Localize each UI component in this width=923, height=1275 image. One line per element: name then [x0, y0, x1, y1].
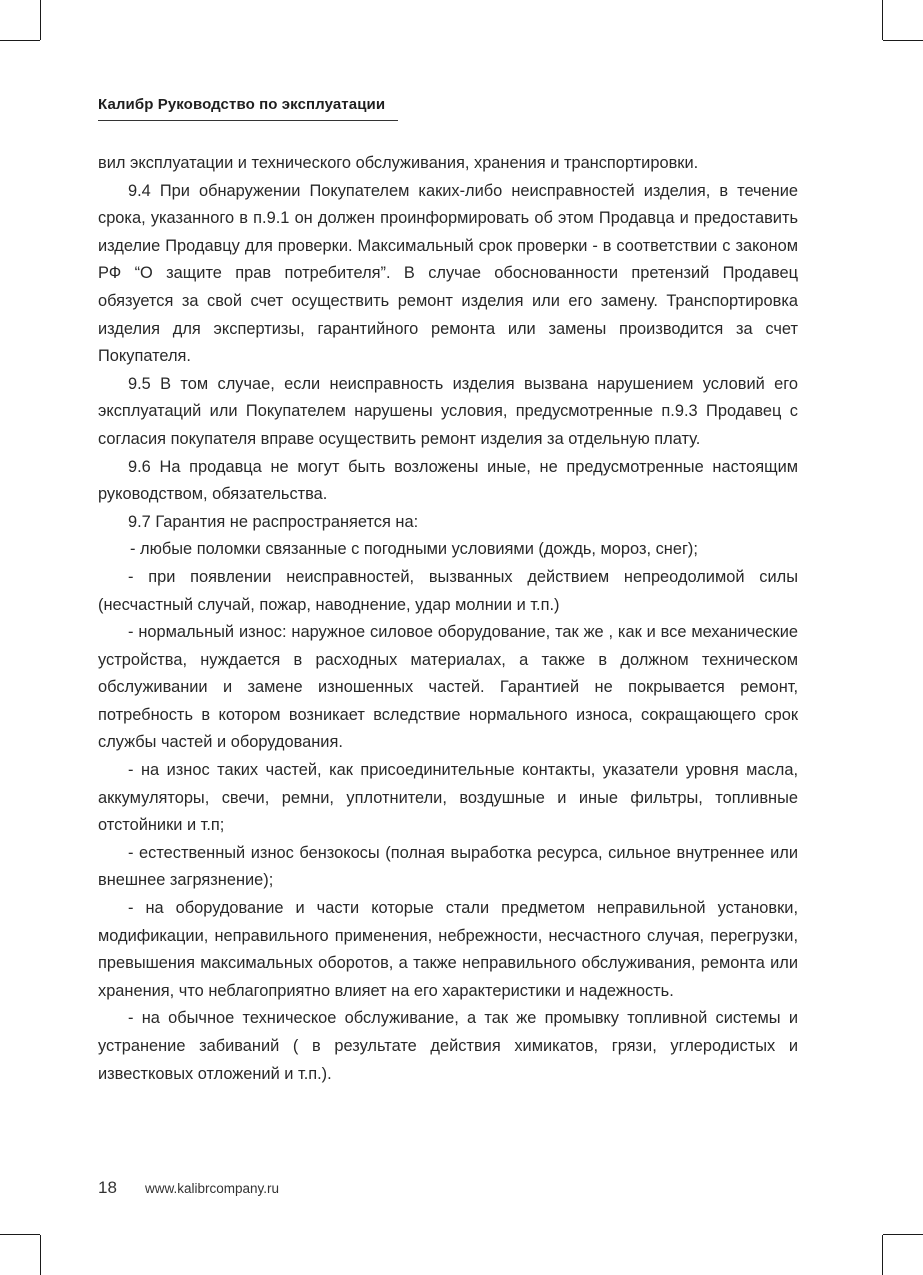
crop-mark-top-left-vertical	[40, 0, 41, 40]
crop-mark-bottom-left-vertical	[40, 1235, 41, 1275]
crop-mark-bottom-left-horizontal	[0, 1234, 40, 1235]
crop-mark-top-right-horizontal	[883, 40, 923, 41]
running-header: Калибр Руководство по эксплуатации	[98, 96, 398, 121]
list-item-force-majeure: - при появлении неисправностей, вызванных действием непреодолимой силы (несчастный случай, пожар, наводнение, удар молнии и т.п.)	[98, 567, 798, 614]
crop-mark-top-right-vertical	[882, 0, 883, 40]
paragraph-9-7: 9.7 Гарантия не распространяется на:	[128, 512, 419, 531]
list-item-improper-use: - на оборудование и части которые стали предметом неправильной установки, модификации, неправильного применения, небрежности, несчастного случая, перегрузки, превышения максимальных оборотов, а также неправильного обслуживания, ремонта или хранения, что неблагоприятно влияет на его характеристики и надежность.	[98, 899, 798, 1000]
list-item-natural-wear: - естественный износ бензокосы (полная выработка ресурса, сильное внутреннее или внешнее загрязнение);	[98, 843, 798, 890]
list-item-normal-wear: - нормальный износ: наружное силовое оборудование, так же , как и все механические устройства, нуждается в расходных материалах, а также в должном техническом обслуживании и замене изношенных частей. Гарантией не покрывается ремонт, потребность в котором возникает вследствие нормального износа, сокращающего срок службы частей и оборудования.	[98, 623, 798, 752]
paragraph-9-4: 9.4 При обнаружении Покупателем каких-либо неисправностей изделия, в течение срока, указанного в п.9.1 он должен проинформировать об этом Продавца и предоставить изделие Продавцу для проверки. Максимальный срок проверки - в соответствии с законом РФ “О защите прав потребителя”. В случае обоснованности претензий Продавец обязуется за свой счет осуществить ремонт изделия или его замену. Транспортировка изделия для экспертизы, гарантийного ремонта или замены производится за счет Покупателя.	[98, 181, 798, 366]
paragraph-9-5: 9.5 В том случае, если неисправность изделия вызвана нарушением условий его эксплуатаций или Покупателем нарушены условия, предусмотренные п.9.3 Продавец с согласия покупателя вправе осуществить ремонт изделия за отдельную плату.	[98, 374, 798, 448]
list-item-weather: - любые поломки связанные с погодными условиями (дождь, мороз, снег);	[130, 540, 698, 559]
page-body	[98, 150, 798, 1088]
list-item-maintenance: - на обычное техническое обслуживание, а так же промывку топливной системы и устранение забиваний ( в результате действия химикатов, грязи, углеродистых и известковых отложений и т.п.).	[98, 1009, 798, 1083]
page-number: 18	[98, 1178, 117, 1197]
website-url[interactable]: www.kalibrcompany.ru	[145, 1181, 280, 1196]
paragraph-9-6: 9.6 На продавца не могут быть возложены иные, не предусмотренные настоящим руководством, обязательства.	[98, 457, 798, 504]
list-item-consumable-parts: - на износ таких частей, как присоединительные контакты, указатели уровня масла, аккумуляторы, свечи, ремни, уплотнители, воздушные и иные фильтры, топливные отстойники и т.п;	[98, 761, 798, 835]
crop-mark-bottom-right-vertical	[882, 1235, 883, 1275]
crop-mark-bottom-right-horizontal	[883, 1234, 923, 1235]
paragraph-continuation: вил эксплуатации и технического обслуживания, хранения и транспортировки.	[98, 154, 699, 172]
crop-mark-top-left-horizontal	[0, 40, 40, 41]
